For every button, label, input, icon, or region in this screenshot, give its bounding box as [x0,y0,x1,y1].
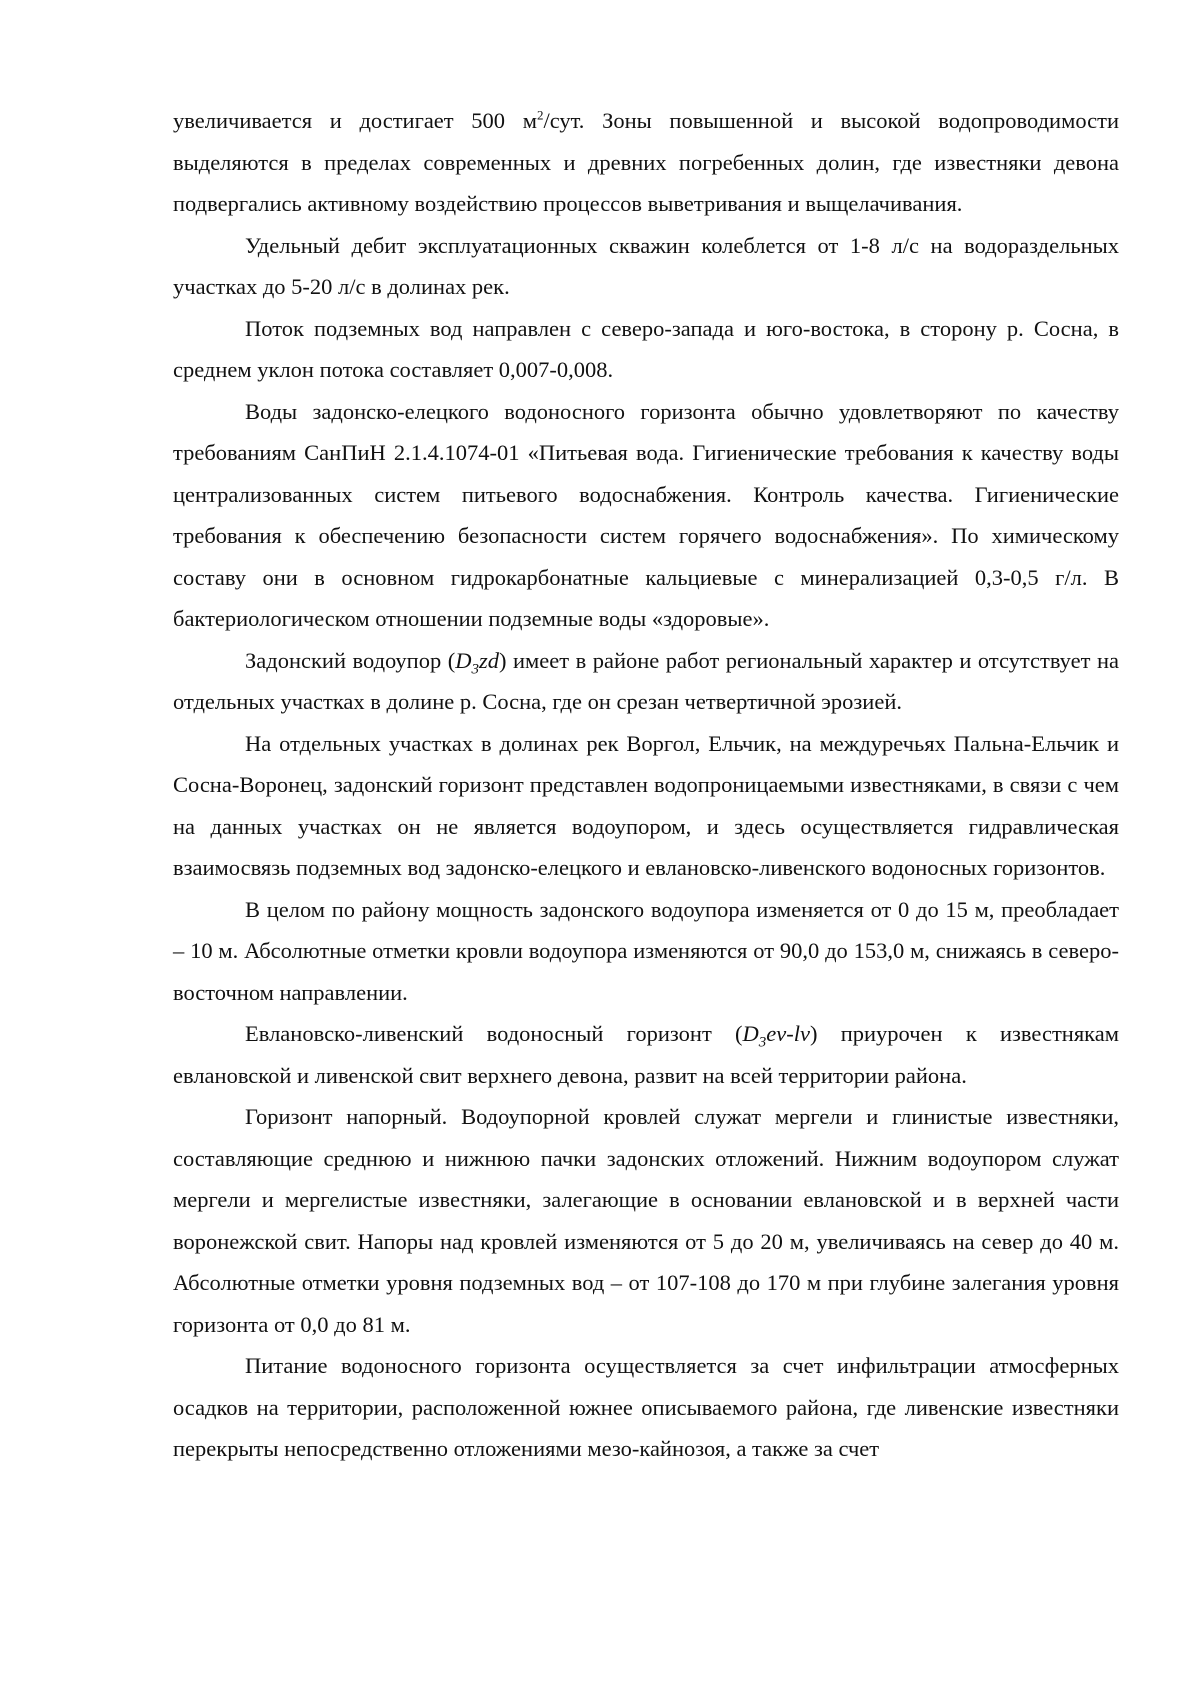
formula-text: D [455,647,472,673]
text-run: ) приурочен к известнякам евлановской и ливенской свит верхнего девона, развит на всей территории района. [173,1021,1119,1088]
text-run: /сут. Зоны повышенной и высокой водопроводимости выделяются в пределах современных и древних погребенных долин, где известняки девона подвергались активному воздействию процессов выветривания и выщелачивания. [173,108,1120,216]
paragraph-4 [173,391,1119,640]
text-run: Задонский водоупор ( [245,647,456,673]
paragraph-8 [173,1013,1119,1096]
text-run: Горизонт напорный. Водоупорной кровлей служат мергели и глинистые известняки, составляющие среднюю и нижнюю пачки задонских отложений. Нижним водоупором служат мергели и мергелистые известняки, залегающие в основании евлановской и в верхней части воронежской свит. Напоры над кровлей изменяются от 5 до 20 м, увеличиваясь на север до 40 м. Абсолютные отметки уровня подземных вод – от 107-108 до 170 м при глубине залегания уровня горизонта от 0,0 до 81 м. [173,1104,1119,1337]
paragraph-10 [173,1345,1119,1470]
text-run: увеличивается и достигает 500 м [173,108,537,133]
text-run: На отдельных участках в долинах рек Воргол, Ельчик, на междуречьях Пальна-Ельчик и Сосна-Воронец, задонский горизонт представлен водопроницаемыми известняками, в связи с чем на данных участках он не является водоупором, и здесь осуществляется гидравлическая взаимосвязь подземных вод задонско-елецкого и евлановско-ливенского водоносных горизонтов. [173,730,1119,880]
text-run: Удельный дебит эксплуатационных скважин колеблется от 1-8 л/с на водораздельных участках до 5-20 л/с в долинах рек. [173,232,1119,299]
superscript: 2 [536,107,544,123]
text-run: В целом по району мощность задонского водоупора изменяется от 0 до 15 м, преобладает – 10 м. Абсолютные отметки кровли водоупора изменяются от 90,0 до 153,0 м, снижаясь в северо-восточном направлении. [173,896,1119,1005]
paragraph-6 [173,723,1119,889]
text-run: ) имеет в районе работ региональный характер и отсутствует на отдельных участках в долине р. Сосна, где он срезан четвертичной эрозией. [173,647,1119,714]
formula-text: zd [478,647,499,673]
paragraph-2 [173,225,1119,308]
formula-text: D [742,1021,759,1046]
paragraph-5 [173,640,1119,723]
document-page [173,100,1119,1470]
text-run: Питание водоносного горизонта осуществляется за счет инфильтрации атмосферных осадков на территории, расположенной южнее описываемого района, где ливенские известняки перекрыты непосредственно отложениями мезо-кайнозоя, а также за счет [173,1353,1119,1461]
formula-subscript: 3 [758,1034,767,1051]
paragraph-7 [173,889,1119,1014]
paragraph-1 [173,100,1119,225]
text-run: Поток подземных вод направлен с северо-запада и юго-востока, в сторону р. Сосна, в среднем уклон потока составляет 0,007-0,008. [173,315,1119,382]
formula-text: ev-lv [766,1021,810,1046]
formula-subscript: 3 [471,661,479,677]
formula-text [471,648,479,677]
text-run: Воды задонско-елецкого водоносного горизонта обычно удовлетворяют по качеству требованиям СанПиН 2.1.4.1074-01 «Питьевая вода. Гигиенические требования к качеству воды централизованных систем питьевого водоснабжения. Контроль качества. Гигиенические требования к обеспечению безопасности систем горячего водоснабжения». По химическому составу они в основном гидрокарбонатные кальциевые с минерализацией 0,3-0,5 г/л. В бактериологическом отношении подземные воды «здоровые». [173,398,1119,631]
paragraph-9 [173,1096,1119,1345]
text-run: Евлановско-ливенский водоносный горизонт ( [245,1021,743,1046]
paragraph-3 [173,308,1119,391]
